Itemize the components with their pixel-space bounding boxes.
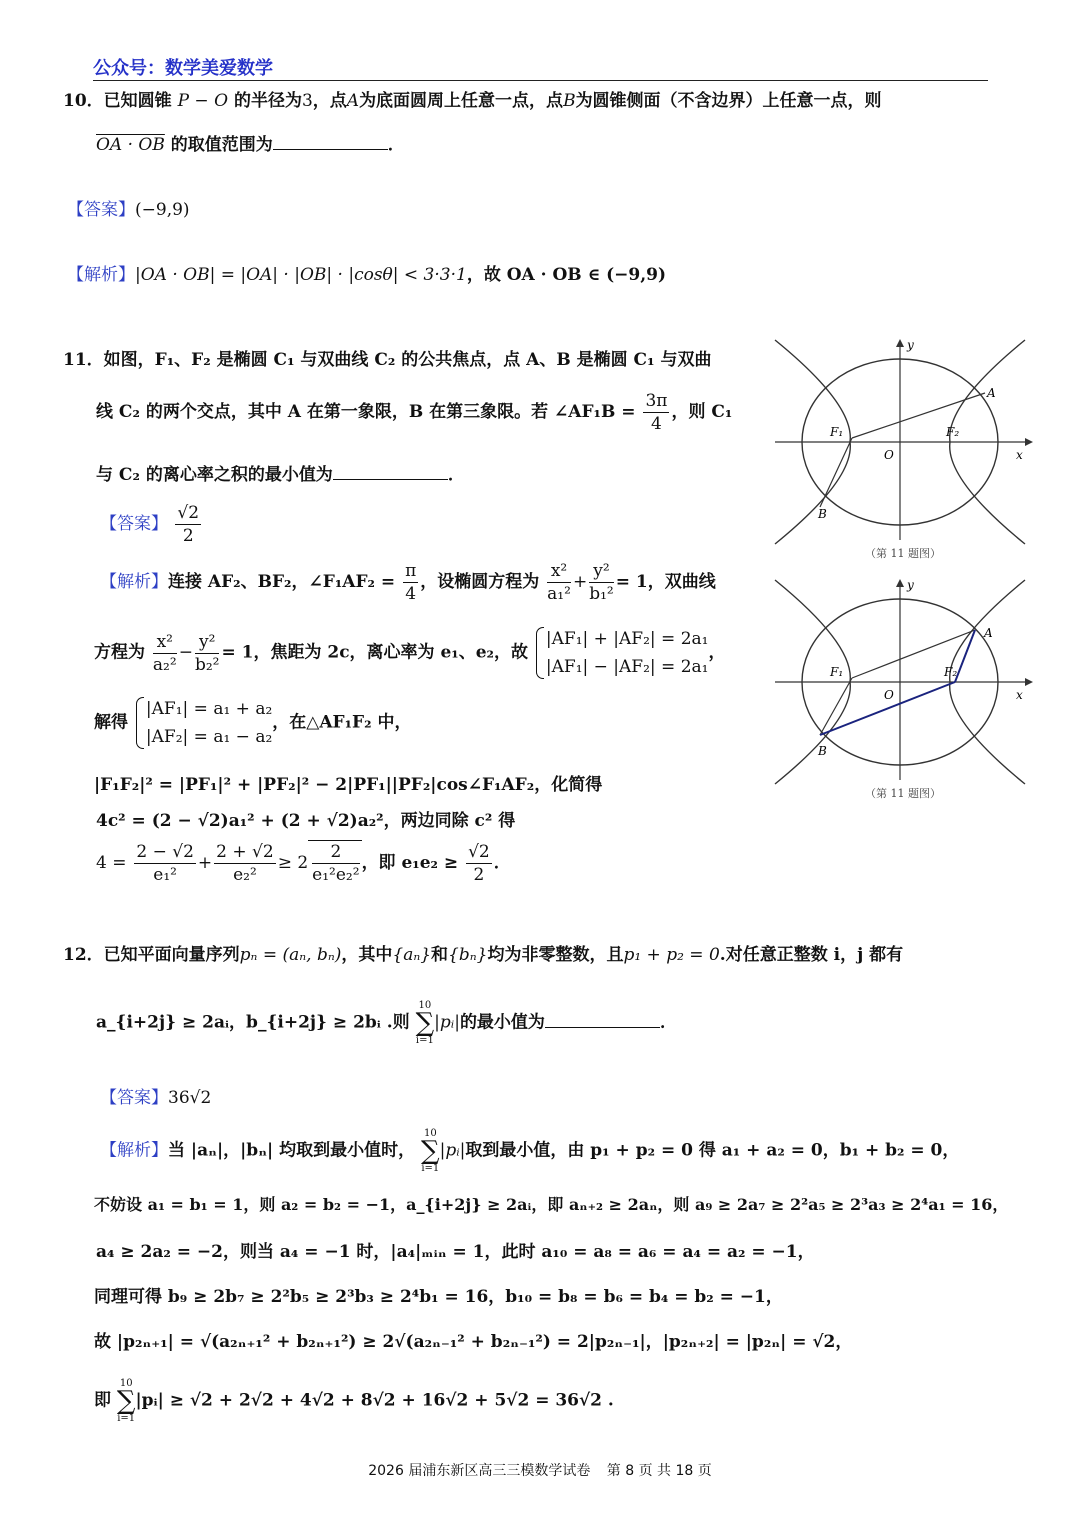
q12-number: 12． [63, 945, 104, 965]
q10-line2: OA · OB 的取值范围为 ． [96, 130, 405, 155]
q12-analysis-4: 同理可得 b₉ ≥ 2b₇ ≥ 2²b₅ ≥ 2³b₃ ≥ 2⁴b₁ = 16，b₁₀ = b₈ = b₆ = b₄ = b₂ = −1， [94, 1287, 783, 1307]
q11-figure-1 [770, 335, 1040, 565]
q12-analysis-3: a₄ ≥ 2a₂ = −2，则当 a₄ = −1 时，|a₄|ₘᵢₙ = 1，此时 a₁₀ = a₈ = a₆ = a₄ = a₂ = −1， [96, 1242, 815, 1262]
page-header-title: 公众号：数学美爱数学 [93, 58, 273, 79]
svg-text:B: B [818, 507, 827, 521]
header-rule [93, 80, 988, 81]
svg-text:F₁: F₁ [830, 425, 844, 439]
svg-text:B: B [818, 744, 827, 758]
analysis-tag: 【解析】 [100, 1140, 168, 1161]
svg-text:O: O [884, 448, 894, 462]
svg-text:F₁: F₁ [830, 665, 844, 679]
page-footer [0, 1460, 1080, 1480]
svg-text:x: x [1016, 688, 1023, 702]
q11-analysis-2: 方程为 $\frac{\text{x²}}{\text{a₂²}}$ − $\frac{\text{y²}}{\text{b₂²}}$ = 1，焦距为 2c，离心率为 e₁、e₂，故 |AF₁| + |AF₂| = 2a₁ |AF₁| − |AF₂| = 2a₁ ， [94, 625, 725, 681]
svg-text:F₂: F₂ [944, 665, 958, 679]
q11-analysis-5: 4c² = (2 − √2)a₁² + (2 + √2)a₂²，两边同除 c² 得 [96, 811, 516, 831]
svg-text:y: y [907, 578, 914, 592]
svg-text:（第 11 题图）: （第 11 题图） [865, 547, 941, 560]
analysis-tag: 【解析】 [67, 265, 135, 285]
q10-answer: 【答案】(−9,9) [67, 200, 190, 220]
analysis-tag: 【解析】 [100, 572, 168, 592]
q12-answer-blank [545, 1009, 660, 1028]
svg-text:O: O [884, 688, 894, 702]
q11-analysis-4: |F₁F₂|² = |PF₁|² + |PF₂|² − 2|PF₁||PF₂|cos∠F₁AF₂，化简得 [94, 775, 603, 795]
q11-analysis-3: 解得 |AF₁| = a₁ + a₂ |AF₂| = a₁ − a₂ ，在△AF₁F₂ 中， [94, 695, 412, 751]
q11-line1: 11．如图，F₁、F₂ 是椭圆 C₁ 与双曲线 C₂ 的公共焦点，点 A、B 是椭圆 C₁ 与双曲 [63, 350, 712, 370]
q11-answer-blank [333, 461, 448, 480]
svg-text:F₂: F₂ [946, 425, 960, 439]
q10-number: 10． [63, 91, 104, 111]
q10-analysis: 【解析】|OA · OB| = |OA| · |OB| · |cosθ| < 3·3·1，故 OA · OB ∈ (−9,9) [67, 265, 667, 285]
q10-answer-blank [273, 131, 388, 150]
q11-analysis-6: 4 = $\frac{2 - √2}{\text{e₁²}}$ + $\frac{2 + √2}{\text{e₂²}}$ ≥ 2 $\frac{2}{\text{e₁²e₂²}}$ ，即 e₁e₂ ≥ $\frac{√2}{2}$ ． [96, 842, 511, 885]
q12-line1: 12．已知平面向量序列pₙ = (aₙ, bₙ)，其中{aₙ}和{bₙ}均为非零整数，且p₁ + p₂ = 0.对任意正整数 i，j 都有 [63, 945, 904, 965]
q11-figure-2 [770, 575, 1040, 805]
q11-line2: 线 C₂ 的两个交点，其中 A 在第一象限，B 在第三象限。若 ∠AF₁B = $\frac{3\pi}{4}$ ，则 C₁ [96, 391, 733, 434]
q12-analysis-6: 即 10 ∑ i=1 |pᵢ| ≥ √2 + 2√2 + 4√2 + 8√2 + 16√2 + 5√2 = 36√2 . [94, 1378, 614, 1424]
answer-tag: 【答案】 [100, 514, 168, 534]
q11-answer: 【答案】 $\frac{√2}{2}$ [100, 503, 200, 546]
svg-text:A: A [987, 386, 996, 400]
svg-text:y: y [907, 338, 914, 352]
q10-dot-expr: OA · OB [96, 135, 165, 155]
svg-text:（第 11 题图）: （第 11 题图） [865, 787, 941, 800]
q11-analysis-1: 【解析】连接 AF₂、BF₂，∠F₁AF₂ = $\frac{\pi}{4}$ ，设椭圆方程为 $\frac{\text{x²}}{\text{a₁²}}$ + $\frac{\text{y²}}{\text{b₁²}}$ = 1，双曲线 [100, 561, 716, 604]
q12-answer: 【答案】36√2 [100, 1088, 212, 1108]
svg-text:A: A [984, 626, 993, 640]
footer-exam-title: 2026 届浦东新区高三三模数学试卷 [368, 1463, 591, 1479]
q11-line3: 与 C₂ 的离心率之积的最小值为 ． [96, 460, 465, 485]
answer-tag: 【答案】 [67, 200, 135, 220]
q10-line1: 10．已知圆锥 P − O 的半径为3，点A为底面圆周上任意一点，点B为圆锥侧面（不含边界）上任意一点，则 [63, 91, 882, 111]
q12-analysis-5: 故 |p₂ₙ₊₁| = √(a₂ₙ₊₁² + b₂ₙ₊₁²) ≥ 2√(a₂ₙ₋₁² + b₂ₙ₋₁²) = 2|p₂ₙ₋₁|，|p₂ₙ₊₂| = |p₂ₙ| = √2， [94, 1332, 853, 1352]
q11-number: 11． [63, 350, 104, 370]
q12-line2: a_{i+2j} ≥ 2aᵢ，b_{i+2j} ≥ 2bᵢ .则 10 ∑ i=1 |pᵢ|的最小值为 ． [96, 1000, 677, 1046]
answer-tag: 【答案】 [100, 1088, 168, 1108]
q12-analysis-2: 不妨设 a₁ = b₁ = 1，则 a₂ = b₂ = −1，a_{i+2j} ≥ 2aᵢ，即 aₙ₊₂ ≥ 2aₙ，则 a₉ ≥ 2a₇ ≥ 2²a₅ ≥ 2³a₃ ≥ 2⁴a₁ = 16， [94, 1195, 1009, 1214]
footer-page-number: 第 8 页 共 18 页 [606, 1463, 712, 1479]
svg-text:x: x [1016, 448, 1023, 462]
q12-analysis-1: 【解析】当 |aₙ|，|bₙ| 均取到最小值时， 10 ∑ i=1 |pᵢ|取到最小值，由 p₁ + p₂ = 0 得 a₁ + a₂ = 0，b₁ + b₂ = 0， [100, 1128, 960, 1174]
